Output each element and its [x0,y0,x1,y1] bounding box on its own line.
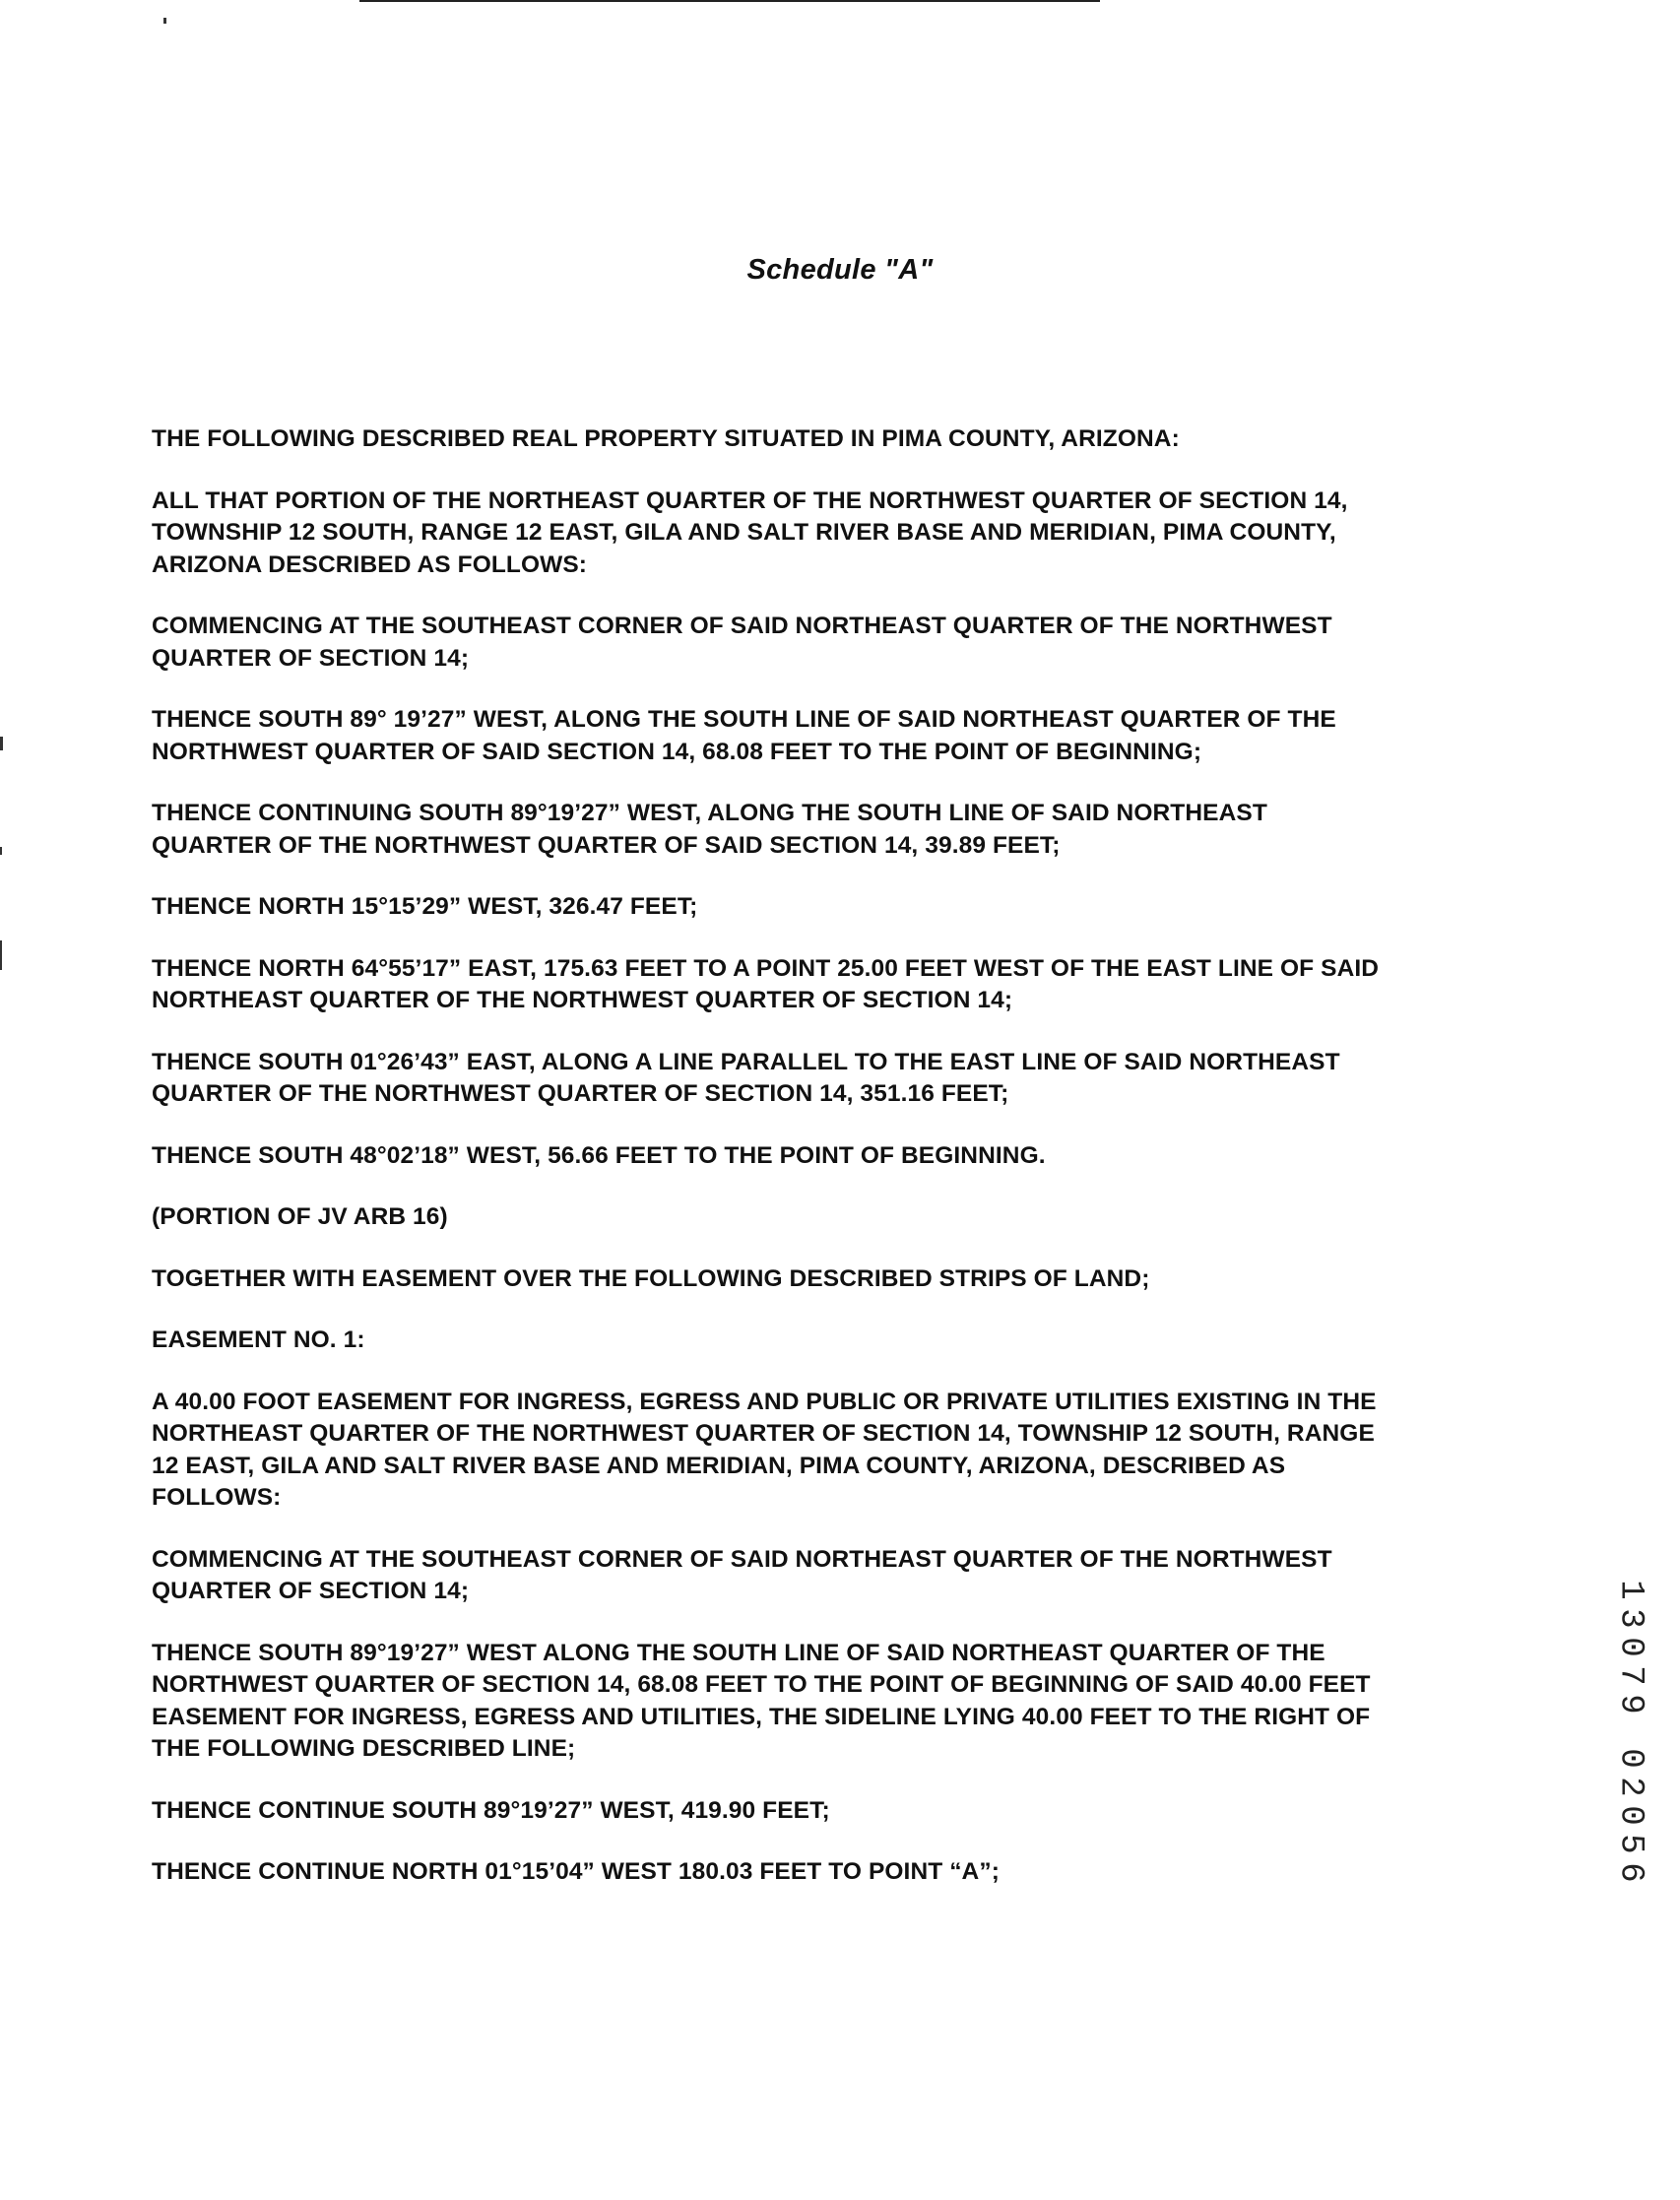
paragraph [152,1544,1530,1608]
paragraph-line: THENCE CONTINUE NORTH 01°15’04” WEST 180.03 FEET TO POINT “A”; [152,1858,1000,1885]
stamp-digit: 7 [1611,1665,1649,1686]
legal-description [152,423,1530,1918]
paragraph [152,1795,1530,1828]
paragraph-line: TOGETHER WITH EASEMENT OVER THE FOLLOWING DESCRIBED STRIPS OF LAND; [152,1264,1150,1292]
stamp-digit: 5 [1611,1834,1649,1854]
paragraph-line: (PORTION OF JV ARB 16) [152,1203,448,1230]
paragraph-line: COMMENCING AT THE SOUTHEAST CORNER OF SAID NORTHEAST QUARTER OF THE NORTHWEST [152,1545,1332,1573]
recording-stamp [1611,1576,1649,1887]
stamp-digit: 6 [1611,1862,1649,1883]
paragraph-line: THENCE NORTH 64°55’17” EAST, 175.63 FEET TO A POINT 25.00 FEET WEST OF THE EAST LINE OF SAID [152,954,1380,982]
paragraph [152,1047,1530,1111]
paragraph-line: THENCE NORTH 15°15’29” WEST, 326.47 FEET; [152,893,698,920]
stamp-digit: 0 [1611,1805,1649,1826]
stamp-digit: 9 [1611,1694,1649,1715]
stamp-digit: 0 [1611,1637,1649,1657]
scan-speck [163,18,166,24]
paragraph-line: THENCE SOUTH 89°19’27” WEST ALONG THE SOUTH LINE OF SAID NORTHEAST QUARTER OF THE [152,1639,1325,1666]
paragraph-line: 12 EAST, GILA AND SALT RIVER BASE AND MERIDIAN, PIMA COUNTY, ARIZONA, DESCRIBED AS [152,1452,1286,1479]
paragraph [152,1325,1530,1357]
paragraph [152,704,1530,768]
paragraph [152,1856,1530,1889]
stamp-digit: 0 [1611,1748,1649,1769]
stamp-page-glyphs [1611,1744,1649,1887]
paragraph [152,1638,1530,1766]
paragraph [152,1263,1530,1296]
paragraph-line: QUARTER OF THE NORTHWEST QUARTER OF SAID SECTION 14, 39.89 FEET; [152,831,1061,859]
paragraph-line: THENCE SOUTH 01°26’43” EAST, ALONG A LINE PARALLEL TO THE EAST LINE OF SAID NORTHEAST [152,1048,1340,1075]
paragraph [152,611,1530,675]
paragraph-line: THE FOLLOWING DESCRIBED REAL PROPERTY SITUATED IN PIMA COUNTY, ARIZONA: [152,425,1180,452]
paragraph-line: QUARTER OF SECTION 14; [152,644,470,672]
stamp-digit: 2 [1611,1777,1649,1797]
paragraph-line: THENCE SOUTH 89° 19’27” WEST, ALONG THE SOUTH LINE OF SAID NORTHEAST QUARTER OF THE [152,706,1336,733]
paragraph-line: THENCE CONTINUING SOUTH 89°19’27” WEST, ALONG THE SOUTH LINE OF SAID NORTHEAST [152,800,1267,826]
scan-speck [0,847,2,855]
paragraph-line: THE FOLLOWING DESCRIBED LINE; [152,1735,576,1762]
paragraph [152,485,1530,582]
paragraph [152,423,1530,456]
paragraph-line: NORTHEAST QUARTER OF THE NORTHWEST QUARTER OF SECTION 14; [152,987,1013,1013]
paragraph-line: EASEMENT NO. 1: [152,1326,365,1353]
paragraph-line: ALL THAT PORTION OF THE NORTHEAST QUARTER OF THE NORTHWEST QUARTER OF SECTION 14, [152,486,1348,514]
paragraph-line: COMMENCING AT THE SOUTHEAST CORNER OF SAID NORTHEAST QUARTER OF THE NORTHWEST [152,613,1332,639]
paragraph [152,1201,1530,1234]
paragraph [152,953,1530,1017]
paragraph [152,891,1530,924]
top-edge-rule [359,0,1100,2]
paragraph [152,798,1530,862]
paragraph-line: TOWNSHIP 12 SOUTH, RANGE 12 EAST, GILA AND SALT RIVER BASE AND MERIDIAN, PIMA COUNTY, [152,519,1336,546]
document-title: Schedule "A" [746,254,934,286]
paragraph-line: ARIZONA DESCRIBED AS FOLLOWS: [152,550,588,578]
paragraph-line: EASEMENT FOR INGRESS, EGRESS AND UTILITIES, THE SIDELINE LYING 40.00 FEET TO THE RIGHT OF [152,1703,1371,1730]
paragraph-line: FOLLOWS: [152,1484,282,1511]
paragraph-line: NORTHWEST QUARTER OF SECTION 14, 68.08 FEET TO THE POINT OF BEGINNING OF SAID 40.00 FEET [152,1671,1371,1698]
scan-speck [0,737,3,750]
paragraph-line: A 40.00 FOOT EASEMENT FOR INGRESS, EGRESS AND PUBLIC OR PRIVATE UTILITIES EXISTING IN THE [152,1388,1377,1415]
paragraph-line: NORTHEAST QUARTER OF THE NORTHWEST QUARTER OF SECTION 14, TOWNSHIP 12 SOUTH, RANGE [152,1420,1375,1447]
stamp-digit: 3 [1611,1608,1649,1629]
paragraph-line: THENCE CONTINUE SOUTH 89°19’27” WEST, 419.90 FEET; [152,1796,830,1824]
paragraph [152,1140,1530,1173]
paragraph-line: QUARTER OF THE NORTHWEST QUARTER OF SECTION 14, 351.16 FEET; [152,1080,1009,1107]
stamp-gap [1615,1718,1645,1744]
paragraph-line: NORTHWEST QUARTER OF SAID SECTION 14, 68.08 FEET TO THE POINT OF BEGINNING; [152,738,1202,765]
paragraph-line: QUARTER OF SECTION 14; [152,1578,470,1604]
stamp-digit: 1 [1611,1580,1649,1600]
paragraph-line: THENCE SOUTH 48°02’18” WEST, 56.66 FEET TO THE POINT OF BEGINNING. [152,1141,1046,1169]
scan-speck [0,940,2,970]
paragraph [152,1387,1530,1515]
stamp-book-glyphs [1611,1576,1649,1718]
